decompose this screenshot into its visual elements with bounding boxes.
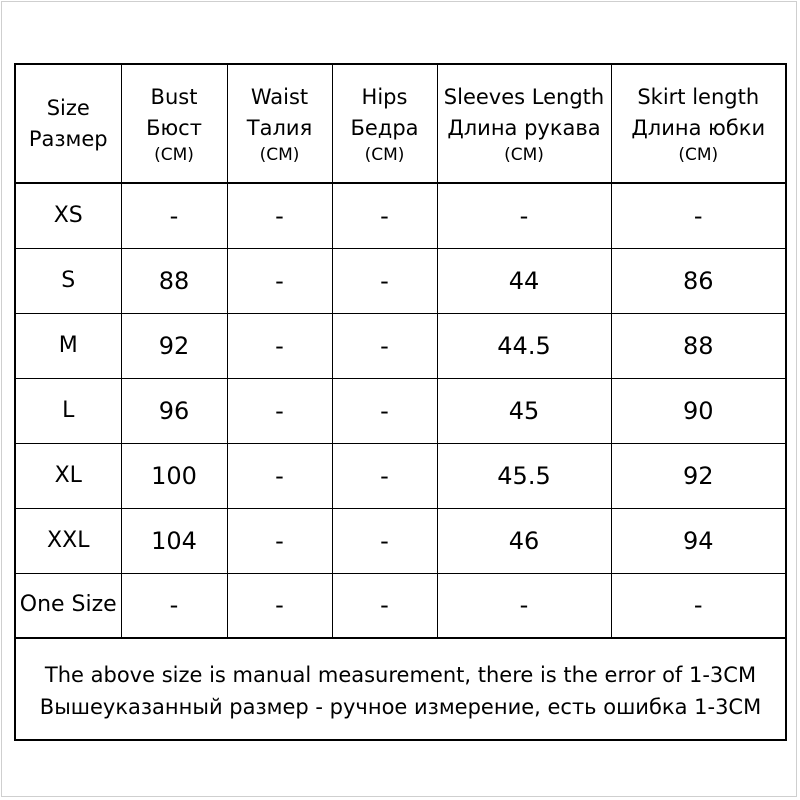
skirt-cell xyxy=(611,248,785,313)
sleeves-value: - xyxy=(519,201,529,230)
sleeves-value: 45.5 xyxy=(497,461,551,490)
hips-value: - xyxy=(380,266,389,295)
header-size-ru: Размер xyxy=(28,126,108,151)
waist-cell xyxy=(227,183,332,248)
header-size-en: Size xyxy=(46,95,90,120)
hips-cell xyxy=(332,313,437,378)
sleeves-value: 46 xyxy=(508,526,540,555)
size-value: S xyxy=(61,267,76,293)
bust-cell xyxy=(121,183,227,248)
table-row xyxy=(16,313,785,378)
waist-cell xyxy=(227,248,332,313)
size-value: M xyxy=(58,332,78,358)
size-value: XL xyxy=(54,462,82,488)
skirt-value: - xyxy=(693,591,703,620)
skirt-value: 88 xyxy=(682,331,714,360)
hips-cell xyxy=(332,508,437,573)
bust-value: 104 xyxy=(151,526,197,555)
sleeves-value: 45 xyxy=(508,396,540,425)
header-bust-ru: Бюст xyxy=(146,115,202,140)
size-value: L xyxy=(62,397,75,423)
bust-value: 88 xyxy=(158,266,190,295)
size-cell xyxy=(16,313,121,378)
skirt-cell xyxy=(611,378,785,443)
skirt-cell xyxy=(611,443,785,508)
sleeves-cell xyxy=(437,443,611,508)
bust-cell xyxy=(121,313,227,378)
sleeves-cell xyxy=(437,573,611,638)
skirt-cell xyxy=(611,183,785,248)
table-row xyxy=(16,183,785,248)
header-sleeves-unit: (CM) xyxy=(504,144,544,165)
waist-cell xyxy=(227,508,332,573)
skirt-value: 86 xyxy=(682,266,714,295)
size-cell xyxy=(16,378,121,443)
bust-cell xyxy=(121,443,227,508)
skirt-value: - xyxy=(693,201,703,230)
header-bust-unit: (CM) xyxy=(154,144,194,165)
hips-value: - xyxy=(380,331,389,360)
header-hips-en: Hips xyxy=(361,84,408,109)
skirt-value: 92 xyxy=(682,461,714,490)
skirt-cell xyxy=(611,313,785,378)
size-cell xyxy=(16,183,121,248)
hips-value: - xyxy=(380,461,389,490)
hips-cell xyxy=(332,183,437,248)
header-bust xyxy=(121,65,227,183)
bust-value: 96 xyxy=(158,396,190,425)
sleeves-value: 44 xyxy=(508,266,540,295)
size-cell xyxy=(16,248,121,313)
waist-cell xyxy=(227,313,332,378)
waist-value: - xyxy=(275,591,284,620)
bust-value: 100 xyxy=(151,461,197,490)
waist-value: - xyxy=(275,266,284,295)
hips-cell xyxy=(332,573,437,638)
header-bust-en: Bust xyxy=(150,84,198,109)
sleeves-cell xyxy=(437,313,611,378)
header-waist-en: Waist xyxy=(250,84,309,109)
skirt-value: 90 xyxy=(682,396,714,425)
header-skirt xyxy=(611,65,785,183)
measurement-note-ru: Вышеуказанный размер - ручное измерение, есть ошибка 1-3CM xyxy=(39,695,762,719)
size-value: XS xyxy=(53,202,83,228)
bust-value: 92 xyxy=(158,331,190,360)
size-cell xyxy=(16,443,121,508)
sleeves-cell xyxy=(437,183,611,248)
waist-value: - xyxy=(275,526,284,555)
header-waist xyxy=(227,65,332,183)
header-row xyxy=(16,65,785,183)
bust-cell xyxy=(121,573,227,638)
sleeves-cell xyxy=(437,378,611,443)
waist-value: - xyxy=(275,396,284,425)
skirt-value: 94 xyxy=(682,526,714,555)
size-table xyxy=(16,65,785,639)
hips-value: - xyxy=(380,201,389,230)
header-skirt-en: Skirt length xyxy=(637,84,760,109)
header-waist-ru: Талия xyxy=(246,115,313,140)
header-hips-unit: (CM) xyxy=(364,144,405,165)
size-value: XXL xyxy=(47,527,90,553)
waist-value: - xyxy=(275,201,284,230)
table-row xyxy=(16,443,785,508)
header-waist-unit: (CM) xyxy=(259,144,300,165)
waist-cell xyxy=(227,443,332,508)
hips-value: - xyxy=(380,526,389,555)
waist-cell xyxy=(227,573,332,638)
header-sleeves-ru: Длина рукава xyxy=(447,115,601,140)
hips-value: - xyxy=(380,396,389,425)
header-skirt-ru: Длина юбки xyxy=(631,115,766,140)
size-value: One Size xyxy=(19,592,117,618)
sleeves-value: - xyxy=(519,591,529,620)
bust-cell xyxy=(121,508,227,573)
hips-cell xyxy=(332,248,437,313)
measurement-note-en: The above size is manual measurement, there is the error of 1-3CM xyxy=(44,663,757,687)
waist-cell xyxy=(227,378,332,443)
header-hips xyxy=(332,65,437,183)
header-sleeves-en: Sleeves Length xyxy=(443,84,605,109)
skirt-cell xyxy=(611,573,785,638)
header-size xyxy=(16,65,121,183)
table-row xyxy=(16,508,785,573)
size-chart xyxy=(14,63,787,741)
bust-cell xyxy=(121,248,227,313)
header-sleeves xyxy=(437,65,611,183)
size-cell xyxy=(16,573,121,638)
sleeves-cell xyxy=(437,508,611,573)
sleeves-cell xyxy=(437,248,611,313)
bust-cell xyxy=(121,378,227,443)
header-hips-ru: Бедра xyxy=(350,115,419,140)
waist-value: - xyxy=(275,331,284,360)
skirt-cell xyxy=(611,508,785,573)
sleeves-value: 44.5 xyxy=(497,331,551,360)
measurement-note xyxy=(16,639,785,739)
hips-cell xyxy=(332,378,437,443)
bust-value: - xyxy=(169,201,179,230)
size-cell xyxy=(16,508,121,573)
waist-value: - xyxy=(275,461,284,490)
table-row xyxy=(16,378,785,443)
bust-value: - xyxy=(169,591,179,620)
table-row xyxy=(16,248,785,313)
table-row xyxy=(16,573,785,638)
hips-value: - xyxy=(380,591,389,620)
header-skirt-unit: (CM) xyxy=(678,144,719,165)
hips-cell xyxy=(332,443,437,508)
